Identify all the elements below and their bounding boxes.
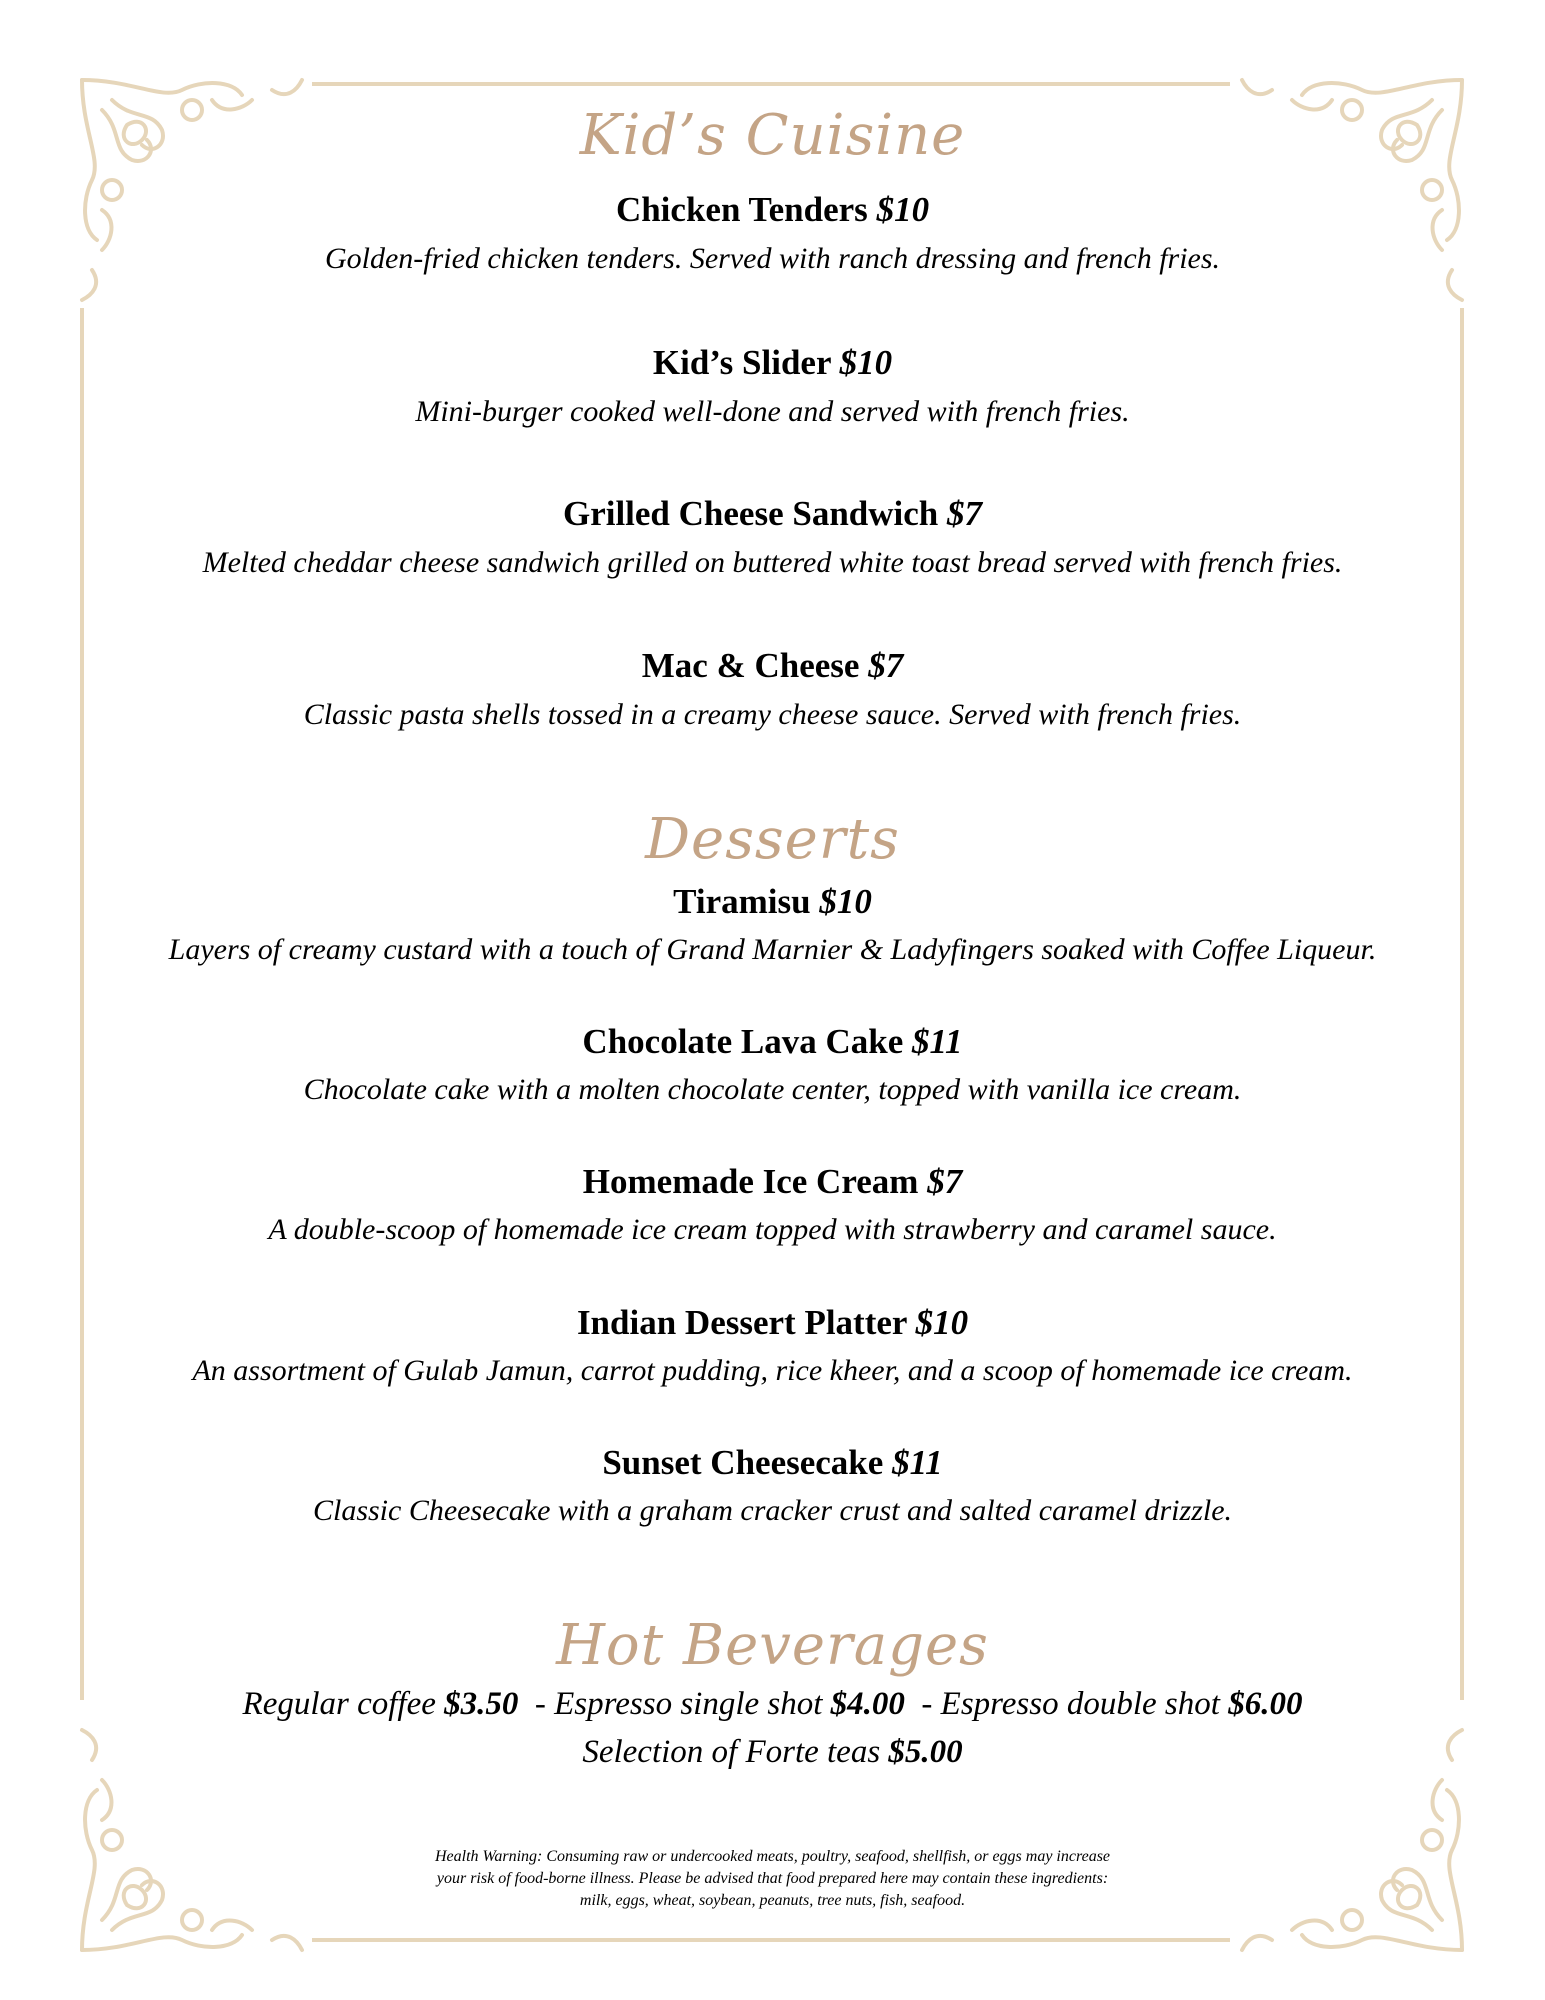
health-warning [0, 1846, 1545, 1912]
health-warning-line: Health Warning: Consuming raw or undercooked meats, poultry, seafood, shellfish, or eggs may increase [434, 1848, 1111, 1865]
item-description: Classic pasta shells tossed in a creamy cheese sauce. Served with french fries. [303, 698, 1242, 731]
item-price: $10 [915, 1303, 969, 1342]
beverage-name: Espresso double shot [940, 1686, 1220, 1722]
item-title: Homemade Ice Cream [582, 1162, 919, 1201]
item-description: Melted cheddar cheese sandwich grilled on buttered white toast bread served with french fries. [202, 546, 1343, 579]
menu-item-name [0, 884, 1545, 919]
item-description: Mini-burger cooked well-done and served with french fries. [415, 395, 1130, 428]
health-warning-line: milk, eggs, wheat, soybean, peanuts, tree nuts, fish, seafood. [579, 1892, 966, 1909]
beverage-price: $6.00 [1228, 1686, 1303, 1722]
item-price: $11 [911, 1022, 963, 1061]
beverage-price: $3.50 [444, 1686, 519, 1722]
menu-item-name [0, 192, 1545, 227]
item-price: $10 [839, 343, 893, 382]
beverage-name: Espresso single shot [554, 1686, 823, 1722]
item-price: $11 [892, 1443, 943, 1482]
menu-item-name [0, 1445, 1545, 1480]
beverage-line-1 [0, 1688, 1545, 1721]
item-description: Chocolate cake with a molten chocolate center, topped with vanilla ice cream. [303, 1073, 1242, 1106]
flourish-corner-ornament-icon [72, 70, 312, 310]
flourish-corner-ornament-icon [1232, 70, 1472, 310]
kids-cuisine-title: Kid’s Cuisine [579, 103, 966, 168]
item-description: Layers of creamy custard with a touch of Grand Marnier & Ladyfingers soaked with Coffee Liqueur. [168, 933, 1377, 966]
item-title: Chocolate Lava Cake [582, 1022, 904, 1061]
beverage-name: Selection of Forte teas [582, 1734, 881, 1770]
beverage-name: Regular coffee [242, 1686, 436, 1722]
beverage-price: $5.00 [888, 1734, 963, 1770]
item-title: Sunset Cheesecake [602, 1443, 884, 1482]
health-warning-line: your risk of food-borne illness. Please be advised that food prepared here may contain these ingredients: [436, 1870, 1109, 1887]
separator: - [526, 1686, 555, 1722]
item-description: A double-scoop of homemade ice cream topped with strawberry and caramel sauce. [268, 1213, 1277, 1246]
menu-item-name [0, 496, 1545, 531]
beverage-price: $4.00 [830, 1686, 905, 1722]
menu-item-name [0, 1305, 1545, 1340]
menu-item-name [0, 345, 1545, 380]
item-price: $10 [819, 882, 872, 921]
menu-item-name [0, 1024, 1545, 1059]
item-title: Chicken Tenders [615, 190, 868, 229]
item-title: Mac & Cheese [641, 646, 860, 685]
desserts-title: Desserts [645, 807, 900, 872]
item-price: $7 [927, 1162, 963, 1201]
item-description: An assortment of Gulab Jamun, carrot pudding, rice kheer, and a scoop of homemade ice cream. [192, 1354, 1353, 1387]
item-description: Golden-fried chicken tenders. Served with ranch dressing and french fries. [324, 242, 1221, 275]
separator: - [913, 1686, 941, 1722]
item-price: $7 [868, 646, 904, 685]
hot-beverages-title: Hot Beverages [556, 1613, 989, 1678]
item-title: Grilled Cheese Sandwich [562, 494, 939, 533]
item-price: $7 [947, 494, 983, 533]
menu-item-name [0, 1164, 1545, 1199]
item-description: Classic Cheesecake with a graham cracker crust and salted caramel drizzle. [312, 1494, 1233, 1527]
item-title: Kid’s Slider [652, 343, 831, 382]
menu-item-name [0, 648, 1545, 683]
item-title: Indian Dessert Platter [576, 1303, 907, 1342]
frame-bottom-line [312, 1938, 1230, 1942]
beverage-line-2 [0, 1736, 1545, 1769]
item-price: $10 [876, 190, 930, 229]
item-title: Tiramisu [673, 882, 811, 921]
frame-top-line [312, 82, 1230, 86]
